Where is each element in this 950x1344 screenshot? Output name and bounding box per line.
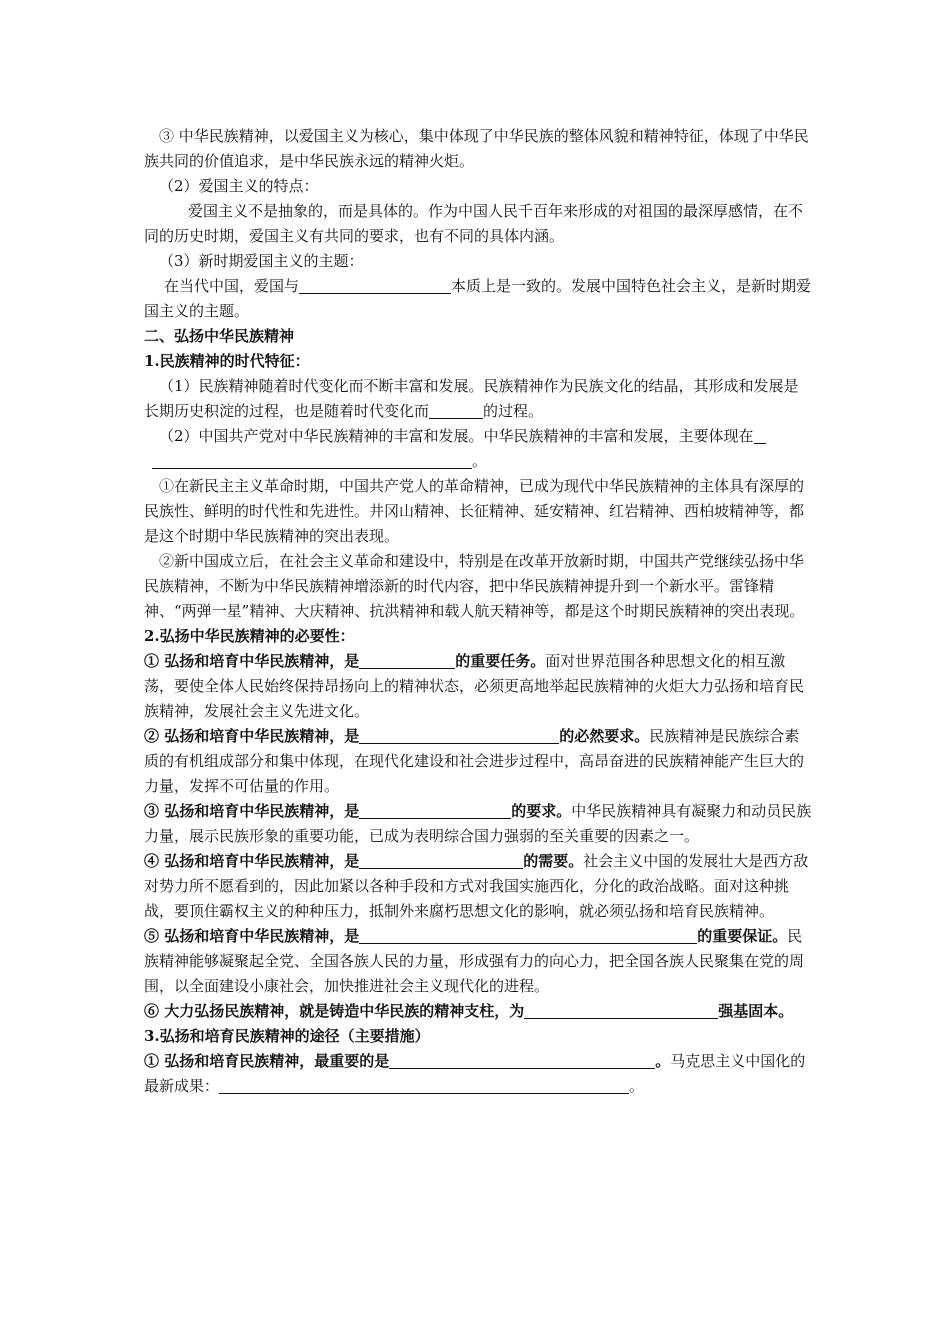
subheading-measures: 3.弘扬和培育民族精神的途径（主要措施） [144, 1027, 430, 1045]
item-tail: 强基固本。 [718, 1002, 794, 1020]
fill-blank[interactable] [359, 726, 559, 744]
necessity-item-3 [144, 799, 812, 849]
heading-patriotism-features: （2）爱国主义的特点： [159, 177, 319, 195]
paragraph-enrich-develop [144, 374, 812, 424]
item-text: 民族精神能够凝聚起全党、全国各族人民的力量，形成强有力的向心力，把全国各族人民聚集在党的周围，以全面建设小康社会，加快推进社会主义现代化的进程。 [144, 927, 805, 995]
fill-blank[interactable] [219, 1076, 629, 1094]
fill-blank[interactable] [359, 851, 523, 869]
document-page [144, 124, 812, 1099]
fill-text: （2）中国共产党对中华民族精神的丰富和发展。中华民族精神的丰富和发展，主要体现在 [159, 427, 754, 445]
item-lead: ④ 弘扬和培育中华民族精神，是 [144, 852, 360, 870]
answer-line [144, 449, 812, 474]
fill-text: 本质上是一致的。发展中国特色社会主义，是新时期爱国主义的主题。 [144, 277, 812, 320]
paragraph-new-democratic: ①在新民主主义革命时期，中国共产党人的革命精神，已成为现代中华民族精神的主体具有深厚的民族性、鲜明的时代性和先进性。井冈山精神、长征精神、延安精神、红岩精神、西柏坡精神等，都是这个时期中华民族精神的突出表现。 [144, 477, 805, 545]
fill-blank[interactable] [299, 276, 451, 294]
measure-item-1 [144, 1049, 812, 1099]
item-text: 马克思主义中国化的最新成果： [144, 1052, 806, 1095]
item-text: 中华民族精神具有凝聚力和动员民族力量，展示民族形象的重要功能，已成为表明综合国力强弱的至关重要的因素之一。 [144, 802, 812, 845]
subheading-necessity: 2.弘扬中华民族精神的必要性： [144, 627, 355, 645]
fill-blank[interactable] [359, 801, 511, 819]
fill-text: （1）民族精神随着时代变化而不断丰富和发展。民族精神作为民族文化的结晶，其形成和发展是长期历史积淀的过程，也是随着时代变化而 [144, 377, 799, 420]
item-text: 民族精神是民族综合素质的有机组成部分和集中体现，在现代化建设和社会进步过程中，高昂奋进的民族精神能产生巨大的力量，发挥不可估量的作用。 [144, 727, 805, 795]
item-text: 面对世界范围各种思想文化的相互激荡，要使全体人民始终保持昂扬向上的精神状态，必须更高地举起民族精神的火炬大力弘扬和培育民族精神，发展社会主义先进文化。 [144, 652, 805, 720]
necessity-item-1 [144, 649, 812, 724]
necessity-item-4 [144, 849, 812, 924]
item-text: 社会主义中国的发展壮大是西方敌对势力所不愿看到的，因此加紧以各种手段和方式对我国实施西化，分化的政治战略。面对这种挑战，要顶住霸权主义的种种压力，抵制外来腐朽思想文化的影响，就必须弘扬和培育民族精神。 [144, 852, 809, 920]
paragraph-patriotism-concrete: 爱国主义不是抽象的，而是具体的。作为中国人民千百年来形成的对祖国的最深厚感情，在不同的历史时期，爱国主义有共同的要求，也有不同的具体内涵。 [144, 202, 804, 245]
item-tail: 的需要。 [523, 852, 584, 870]
fill-text: 的过程。 [483, 402, 544, 420]
item-lead: ⑤ 弘扬和培育中华民族精神，是 [144, 927, 360, 945]
item-lead: ① 弘扬和培育中华民族精神，是 [144, 652, 360, 670]
paragraph-spirit-torch: ③ 中华民族精神，以爱国主义为核心，集中体现了中华民族的整体风貌和精神特征，体现了中华民族共同的价值追求，是中华民族永远的精神火炬。 [144, 127, 809, 170]
fill-blank[interactable] [152, 451, 472, 469]
section-heading-2: 二、弘扬中华民族精神 [144, 327, 295, 345]
item-lead: ⑥ 大力弘扬民族精神，就是铸造中华民族的精神支柱，为 [144, 1002, 525, 1020]
item-tail: 的必然要求。 [559, 727, 650, 745]
fill-blank[interactable] [359, 926, 697, 944]
item-tail: 的重要任务。 [455, 652, 546, 670]
fill-blank[interactable] [524, 1001, 718, 1019]
item-lead: ① 弘扬和培育民族精神，最重要的是 [144, 1052, 390, 1070]
fill-blank[interactable] [754, 426, 766, 444]
fill-blank[interactable] [359, 651, 455, 669]
item-text: 。 [629, 1077, 645, 1095]
necessity-item-6 [144, 999, 812, 1024]
paragraph-new-china: ②新中国成立后，在社会主义革命和建设中，特别是在改革开放新时期，中国共产党继续弘扬中华民族精神，不断为中华民族精神增添新的时代内容，把中华民族精神提升到一个新水平。雷锋精神、“两弹一星”精神、大庆精神、抗洪精神和载人航天精神等，都是这个时期民族精神的突出表现。 [144, 552, 805, 620]
item-lead: ③ 弘扬和培育中华民族精神，是 [144, 802, 360, 820]
fill-blank[interactable] [429, 401, 483, 419]
necessity-item-5 [144, 924, 812, 999]
necessity-item-2 [144, 724, 812, 799]
fill-blank[interactable] [389, 1051, 655, 1069]
heading-patriotism-theme: （3）新时期爱国主义的主题： [159, 252, 364, 270]
item-tail: 。 [655, 1052, 671, 1070]
paragraph-patriotism-theme [144, 274, 812, 324]
item-tail: 的要求。 [511, 802, 572, 820]
paragraph-cpc-role [144, 424, 812, 449]
item-lead: ② 弘扬和培育中华民族精神，是 [144, 727, 360, 745]
fill-text: 在当代中国，爱国与 [164, 277, 300, 295]
item-tail: 的重要保证。 [697, 927, 788, 945]
subheading-era-features: 1.民族精神的时代特征： [144, 352, 310, 370]
fill-text: 。 [472, 452, 488, 470]
